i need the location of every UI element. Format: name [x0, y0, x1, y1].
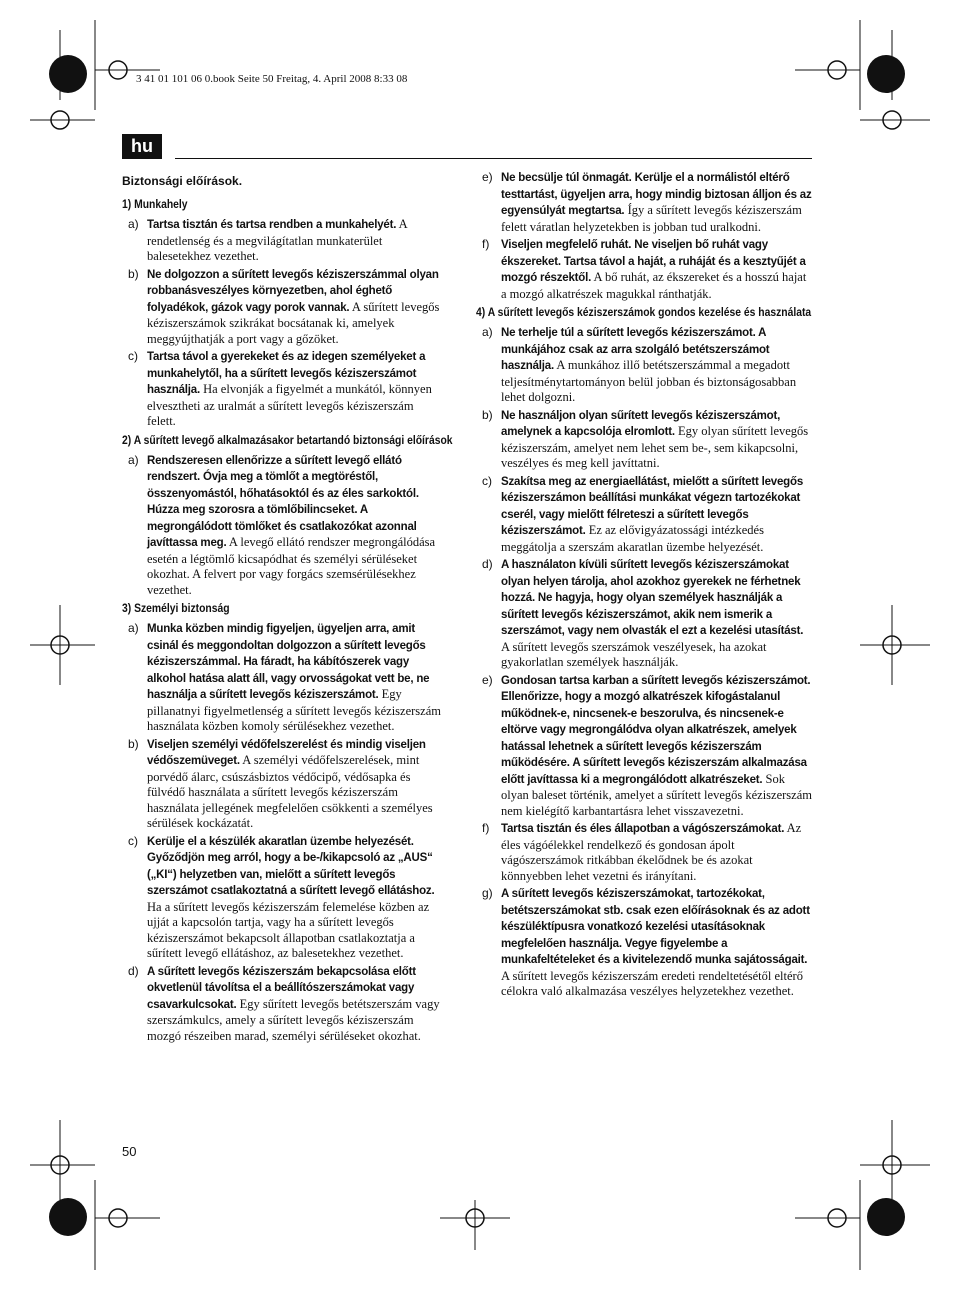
list-item [122, 621, 445, 735]
list-item [122, 349, 445, 430]
item-bold-text: Rendszeresen ellenőrizze a sűrített levegő ellátó rendszert. Óvja meg a tömlőt a megtöréstől, összenyomástól, hőhatásoktól és az éles sarkoktól. Húzza meg szorosra a tömlőbilincseket. A megrongálódott tömlőket és csatlakozókat azonnal javíttassa meg. [147, 454, 419, 549]
list-item [122, 834, 445, 962]
item-normal-text: A sűrített levegős kéziszerszámok szikrákat bocsátanak ki, amelyek meggyújthatják a port vagy a gőzöket. [147, 299, 440, 346]
item-normal-text: Ha elvonják a figyelmét a munkától, könnyen elvesztheti az uralmát a sűrített levegős kéziszerszám felett. [147, 382, 432, 428]
item-label: a) [128, 621, 139, 635]
list-item [476, 170, 812, 235]
item-label: f) [482, 237, 490, 251]
item-bold-text: Ne dolgozzon a sűrített levegős kéziszerszámmal olyan robbanásveszélyes környezetben, ahol éghető folyadékok, gázok vagy porok vannak. [147, 268, 439, 314]
item-label: c) [482, 473, 492, 488]
item-bold-text: Ne becsülje túl önmagát. Kerülje el a normálistól eltérő testtartást, ügyeljen arra, hogy mindig biztosan álljon és az egyensúlyát megtartsa. [501, 172, 812, 217]
item-text [501, 408, 812, 472]
subsection-heading: 3) Személyi biztonság [122, 603, 230, 615]
list-item [476, 673, 812, 820]
item-label: g) [482, 886, 493, 900]
item-text [501, 557, 812, 671]
item-label: f) [482, 821, 490, 835]
item-text [501, 170, 812, 235]
item-label: d) [128, 963, 139, 978]
item-text [147, 621, 445, 735]
item-label: d) [482, 557, 493, 571]
item-normal-text: Egy sűrített levegős betétszerszám vagy szerszámkulcs, amely a sűrített levegős kéziszerszám mozgó részeiben marad, személyi sérüléseket okozhat. [147, 996, 440, 1043]
item-text [147, 737, 445, 832]
item-text [147, 453, 445, 599]
item-bold-text: Gondosan tartsa karban a sűrített levegős kéziszerszámot. Ellenőrizze, hogy a mozgó alkatrészek kifogástalanul működnek-e, nincsenek-e beszorulva, és nincsenek-e eltörve vagy megrongálódva olyan alkatrészek, amelyek hatással lehetnek a sűrített levegős kéziszerszám működésére. A sűrített levegős kéziszerszám alkalmazása előtt javíttassa ki a megrongálódott alkatrészeket. [501, 674, 811, 786]
header-rule [175, 158, 812, 159]
item-label: a) [128, 452, 139, 467]
list-item [122, 217, 445, 265]
item-text [501, 821, 812, 884]
file-info: 3 41 01 101 06 0.book Seite 50 Freitag, 4. April 2008 8:33 08 [136, 73, 408, 85]
item-normal-text: Sok olyan baleset történik, amelyet a sűrített levegős kéziszerszám nem kielégítő karbantartásra lehet visszavezetni. [501, 771, 812, 818]
item-normal-text: Ha a sűrített levegős kéziszerszám felemelése közben az ujját a kapcsolón tartja, vagy ha a sűrített levegős kéziszerszámot bekapcsolt állapotban csatlakoztatja a sűrített levegő ellátáshoz, az balesetekhez vezethet. [147, 899, 430, 960]
item-normal-text: A sűrített levegős szerszámok veszélyesek, ha azokat gyakorlatlan személyek használják. [501, 639, 767, 669]
item-bold-text: Tartsa távol a gyerekeket és az idegen személyeket a munkahelytől, ha a sűrített levegős kéziszerszámot használja. [147, 351, 426, 396]
item-normal-text: A sűrített levegős kéziszerszám eredeti rendeltetésétől eltérő célokra való alkalmazása veszélyes helyzetekhez vezethet. [501, 968, 803, 998]
item-normal-text: A rendetlenség és a megvilágítatlan munkaterület balesetekhez vezethet. [147, 217, 408, 263]
item-normal-text: Egy olyan sűrített levegős kéziszerszám, amelyet nem lehet sem be-, sem kikapcsolni, veszélyes és meg kell javíttatni. [501, 424, 809, 470]
section-title: Biztonsági előírások. [122, 174, 243, 188]
item-text [147, 217, 445, 265]
list-item [122, 453, 445, 599]
item-text [147, 964, 445, 1045]
item-bold-text: Ne terhelje túl a sűrített levegős kéziszerszámot. A munkájához csak az arra szolgáló betétszerszámot használja. [501, 327, 770, 372]
item-normal-text: Az éles vágóélekkel rendelkező és gondosan ápolt vágószerszámok ritkábban ékelődnek be és azokat könnyebben lehet vezetni és irányítani. [501, 821, 802, 883]
item-text [147, 834, 445, 962]
item-text [501, 474, 812, 556]
item-normal-text: Így a sűrített levegős kéziszerszám felett váratlan helyzetekben is jobban tud uralkodni. [501, 203, 802, 234]
item-bold-text: Viseljen megfelelő ruhát. Ne viseljen bő ruhát vagy ékszereket. Tartsa távol a haját, a ruháját és a kesztyűjét a mozgó részektől. [501, 239, 806, 284]
item-normal-text: Egy pillanatnyi figyelmetlenség a sűrített levegős kéziszerszám használata közben komoly sérülésekhez vezethet. [147, 687, 441, 733]
item-bold-text: Munka közben mindig figyeljen, ügyeljen arra, amit csinál és meggondoltan dolgozzon a sűrített levegős kéziszerszámmal. Ha fáradt, ha kábítószerek vagy alkohol hatása alatt áll, vagy orvosságokat vett be, ne használja a sűrített levegős kéziszerszámot. [147, 623, 430, 701]
item-label: c) [128, 833, 138, 848]
item-bold-text: A sűrített levegős kéziszerszámokat, tartozékokat, betétszerszámokat stb. csak ezen előírásoknak és az adott készüléktípusra vonatkozó kezelési utasításoknak megfelelően használja. Vegye figyelembe a munkafeltételeket és a kivitelezendő munka sajátosságait. [501, 888, 810, 966]
left-column [122, 170, 453, 1046]
item-text [501, 673, 812, 820]
item-text [501, 325, 812, 406]
item-bold-text: Viseljen személyi védőfelszerelést és mindig viseljen védőszemüveget. [147, 738, 426, 767]
item-bold-text: Szakítsa meg az energiaellátást, mielőtt a sűrített levegős kéziszerszámon beállítási munkákat végezn tartozékokat cserél, vagy mielőtt félreteszi a sűrített levegős kéziszerszámot. [501, 475, 804, 537]
item-bold-text: Ne használjon olyan sűrített levegős kéziszerszámot, amelynek a kapcsolója elromlott. [501, 409, 781, 438]
subsection-heading: 4) A sűrített levegős kéziszerszámok gondos kezelése és használata [476, 307, 812, 319]
list-item [476, 237, 812, 302]
item-bold-text: Tartsa tisztán és éles állapotban a vágószerszámokat. [501, 823, 785, 835]
item-bold-text: A sűrített levegős kéziszerszám bekapcsolása előtt okvetlenül távolítsa el a beállítószerszámokat vagy csavarkulcsokat. [147, 965, 416, 1011]
item-label: a) [482, 325, 493, 339]
item-label: b) [482, 407, 493, 422]
item-bold-text: Tartsa tisztán és tartsa rendben a munkahelyét. [147, 219, 397, 231]
item-normal-text: A bő ruhát, az ékszereket és a hosszú hajat a mozgó alkatrészek magukkal ránthatják. [501, 270, 807, 301]
item-normal-text: Ez az elővigyázatossági intézkedés meggátolja a szerszám akaratlan üzembe helyezését. [501, 523, 764, 554]
item-label: b) [128, 266, 139, 281]
item-text [147, 349, 445, 430]
subsection-heading: 1) Munkahely [122, 199, 188, 211]
list-item [476, 325, 812, 406]
list-item [122, 737, 445, 832]
item-normal-text: A munkához illő betétszerszámmal a megadott teljesítménytartományon belül jobban és biztonságosabban lehet dolgozni. [501, 358, 797, 404]
item-bold-text: A használaton kívüli sűrített levegős kéziszerszámokat olyan helyen tárolja, ahol azokhoz gyerekek ne férhetnek hozzá. Ne hagyja, hogy olyan személyek használják a sűrített levegős kéziszerszámot, akik nem ismerik a szerszámot, vagy nem olvasták el ezt a kezelési utasítást. [501, 559, 804, 637]
list-item [476, 886, 812, 1000]
item-normal-text: A személyi védőfelszerelések, mint porvédő álarc, csúszásbiztos védőcipő, védősapka és fülvédő használata a sűrített levegős kéziszerszám használata jellegének megfelelően csökkenti a személyes sérülések kockázatát. [147, 753, 433, 830]
item-text [501, 886, 812, 1000]
list-item [476, 557, 812, 671]
item-label: b) [128, 736, 139, 751]
list-item [476, 474, 812, 556]
list-item [122, 267, 445, 348]
page-number: 50 [122, 1144, 137, 1159]
item-label: e) [482, 170, 493, 184]
list-item [122, 964, 445, 1045]
subsection-heading: 2) A sűrített levegő alkalmazásakor betartandó biztonsági előírások [122, 434, 453, 447]
item-normal-text: A levegő ellátó rendszer megrongálódása esetén a légtömlő kicsapódhat és személyi sérüléseket okozhat. A felvert por vagy forgács szemsérülésekhez vezethet. [147, 535, 436, 597]
right-column [476, 170, 812, 1002]
item-label: a) [128, 217, 139, 231]
item-label: c) [128, 349, 138, 363]
item-bold-text: Kerülje el a készülék akaratlan üzembe helyezését. Győződjön meg arról, hogy a be-/kikapcsoló az „AUS“ („KI“) helyzetben van, mielőtt a sűrített levegős szerszámot csatlakoztatná a sűrített levegő ellátáshoz. [147, 835, 435, 897]
language-badge: hu [122, 134, 162, 159]
item-text [147, 267, 445, 348]
list-item [476, 821, 812, 884]
list-item [476, 408, 812, 472]
item-text [501, 237, 812, 302]
item-label: e) [482, 672, 493, 687]
